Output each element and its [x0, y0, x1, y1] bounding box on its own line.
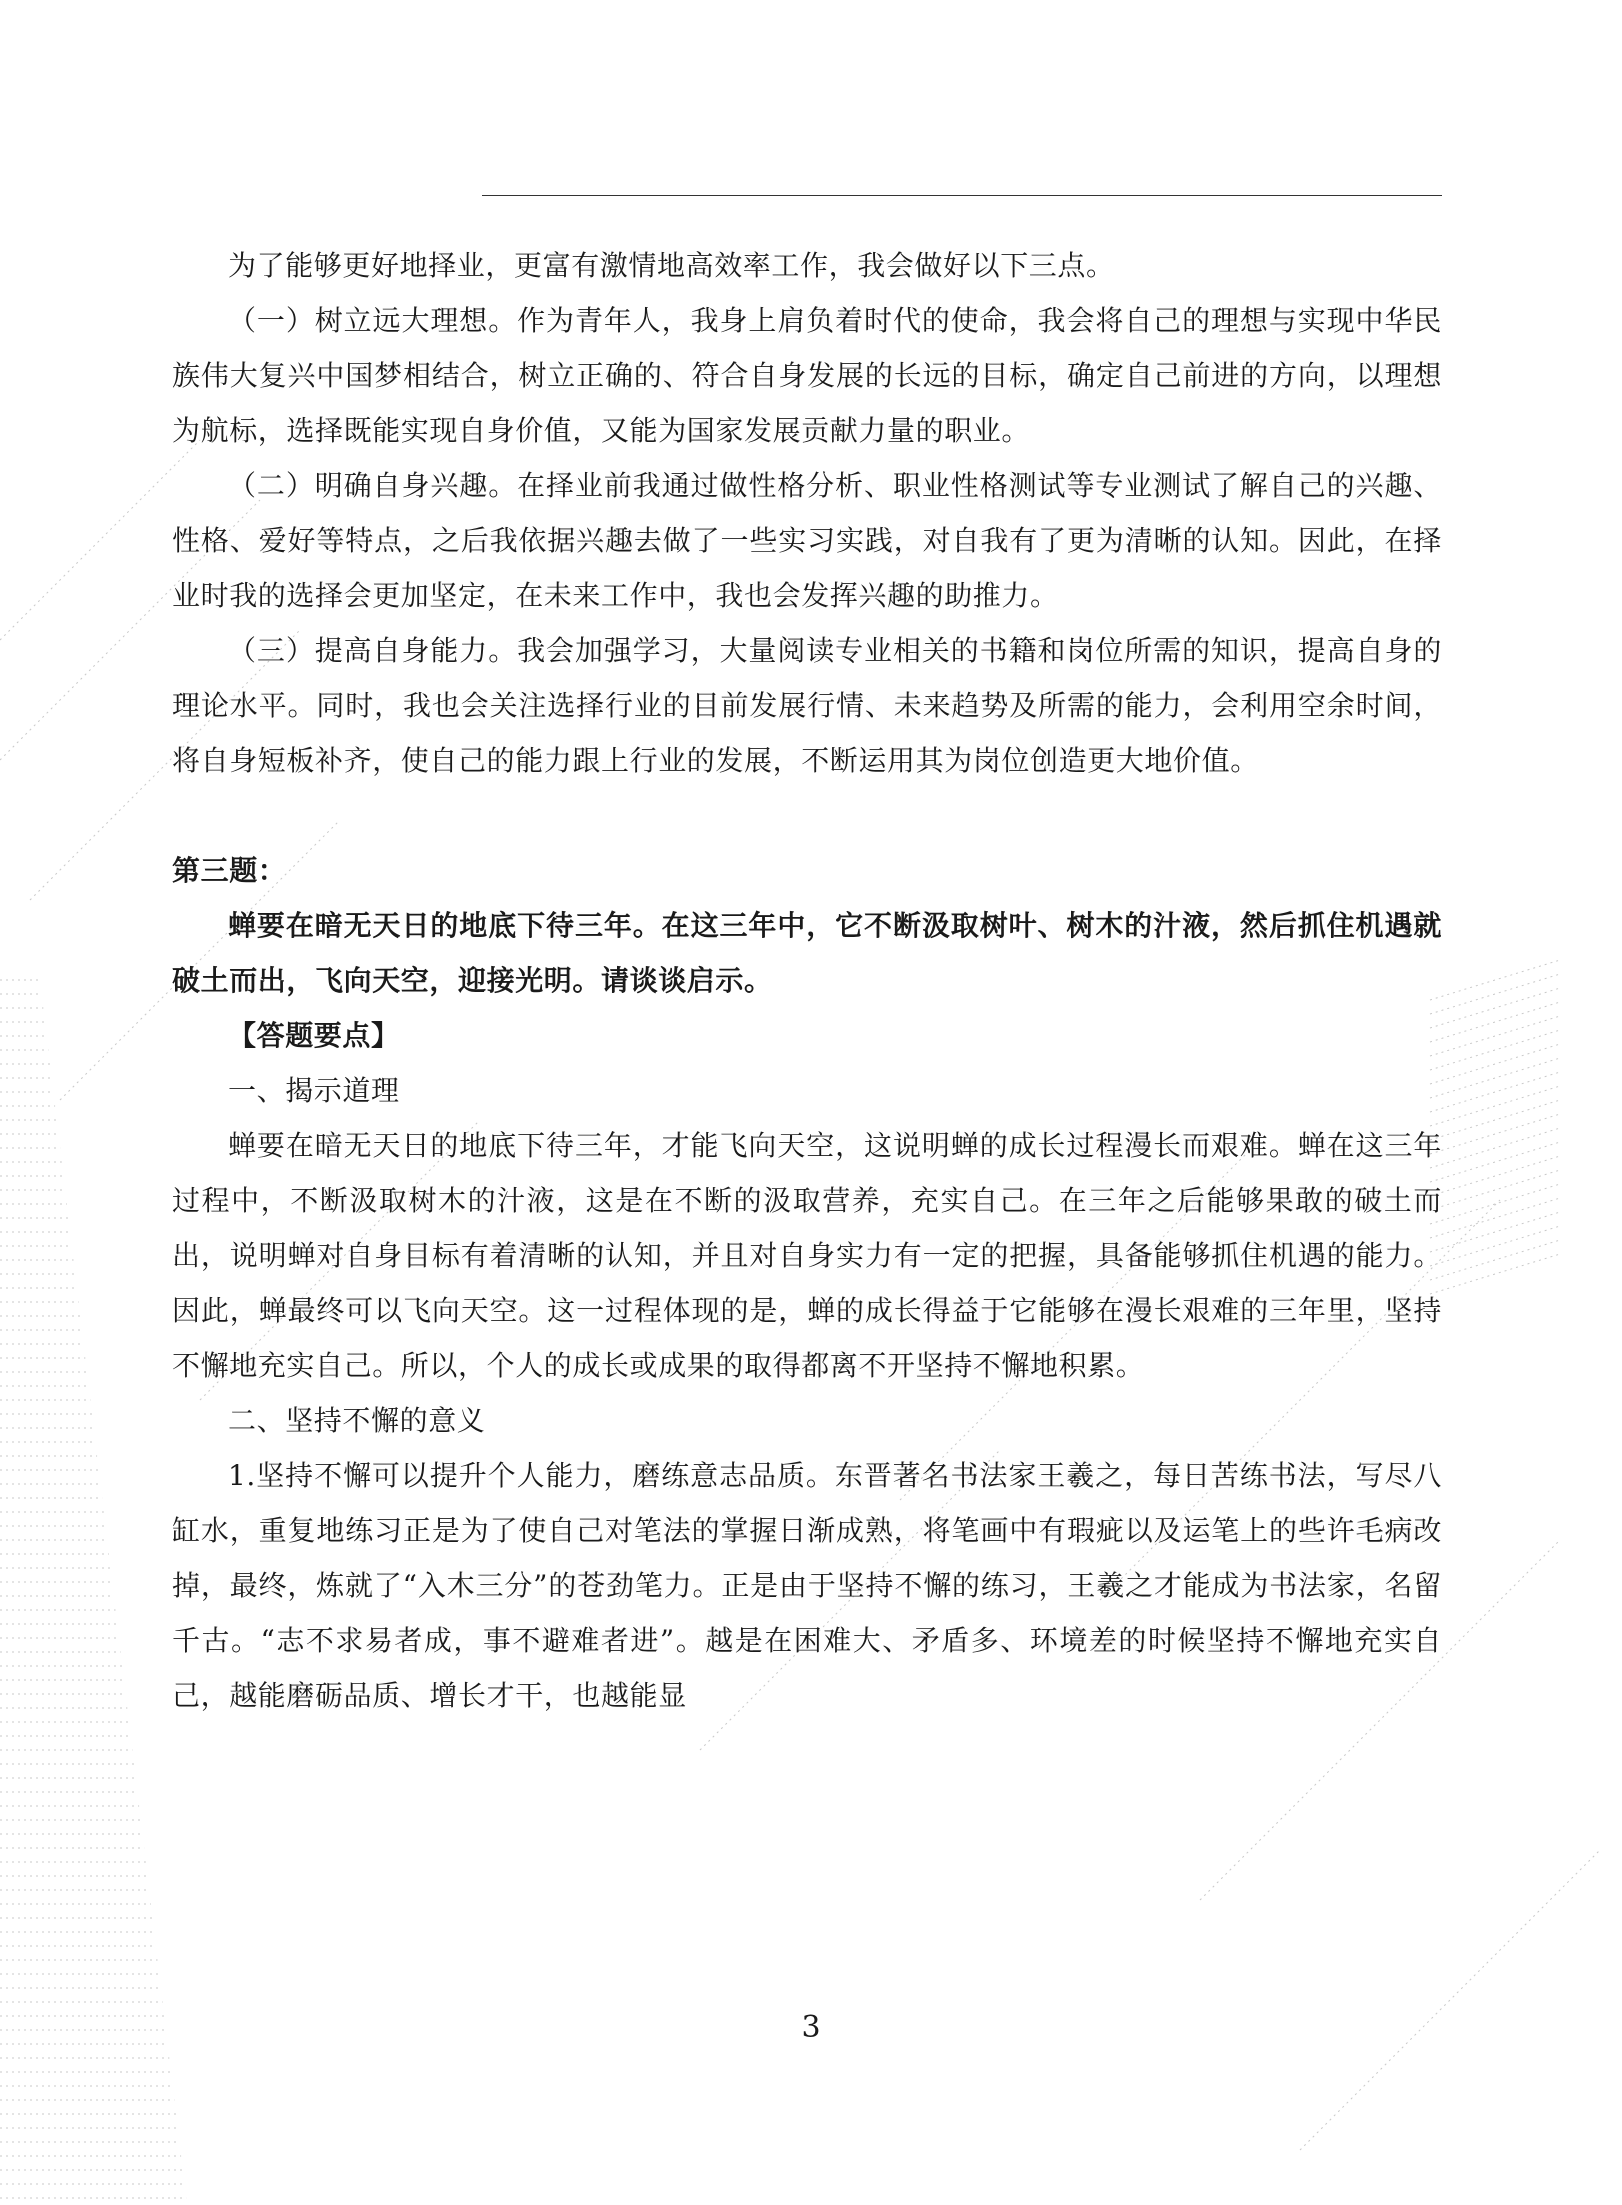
- section1-heading: 一、揭示道理: [228, 1074, 400, 1107]
- section1-text: 蝉要在暗无天日的地底下待三年，才能飞向天空，这说明蝉的成长过程漫长而艰难。蝉在这三年过程中，不断汲取树木的汁液，这是在不断的汲取营养，充实自己。在三年之后能够果敢的破土而出，说明蝉对自身目标有着清晰的认知，并且对自身实力有一定的把握，具备能够抓住机遇的能力。因此，蝉最终可以飞向天空。这一过程体现的是，蝉的成长得益于它能够在漫长艰难的三年里，坚持不懈地充实自己。所以，个人的成长或成果的取得都离不开坚持不懈地积累。: [172, 1129, 1442, 1382]
- spacer: [172, 788, 1442, 843]
- section2-text: 1.坚持不懈可以提升个人能力，磨练意志品质。东晋著名书法家王羲之，每日苦练书法，写尽八缸水，重复地练习正是为了使自己对笔法的掌握日渐成熟，将笔画中有瑕疵以及运笔上的些许毛病改掉，最终，炼就了“入木三分”的苍劲笔力。正是由于坚持不懈的练习，王羲之才能成为书法家，名留千古。“志不求易者成，事不避难者进”。越是在困难大、矛盾多、环境差的时候坚持不懈地充实自己，越能磨砺品质、增长才干，也越能显: [172, 1459, 1442, 1712]
- header-rule: [482, 195, 1442, 196]
- paragraph-intro: 为了能够更好地择业，更富有激情地高效率工作，我会做好以下三点。: [228, 249, 1115, 282]
- section2-heading: 二、坚持不懈的意义: [228, 1404, 486, 1437]
- paragraph-ability: （三）提高自身能力。我会加强学习，大量阅读专业相关的书籍和岗位所需的知识，提高自身的理论水平。同时，我也会关注选择行业的目前发展行情、未来趋势及所需的能力，会利用空余时间，将自身短板补齐，使自己的能力跟上行业的发展，不断运用其为岗位创造更大地价值。: [172, 634, 1442, 777]
- document-body: [172, 238, 1442, 1723]
- paragraph-ideal: （一）树立远大理想。作为青年人，我身上肩负着时代的使命，我会将自己的理想与实现中华民族伟大复兴中国梦相结合，树立正确的、符合自身发展的长远的目标，确定自己前进的方向，以理想为航标，选择既能实现自身价值，又能为国家发展贡献力量的职业。: [172, 304, 1442, 447]
- question-text: 蝉要在暗无天日的地底下待三年。在这三年中，它不断汲取树叶、树木的汁液，然后抓住机遇就破土而出，飞向天空，迎接光明。请谈谈启示。: [172, 909, 1442, 997]
- question-title: 第三题：: [172, 854, 287, 887]
- paragraph-interest: （二）明确自身兴趣。在择业前我通过做性格分析、职业性格测试等专业测试了解自己的兴趣、性格、爱好等特点，之后我依据兴趣去做了一些实习实践，对自我有了更为清晰的认知。因此，在择业时我的选择会更加坚定，在未来工作中，我也会发挥兴趣的助推力。: [172, 469, 1442, 612]
- answer-heading: 【答题要点】: [228, 1019, 400, 1052]
- page-number: 3: [801, 2010, 821, 2045]
